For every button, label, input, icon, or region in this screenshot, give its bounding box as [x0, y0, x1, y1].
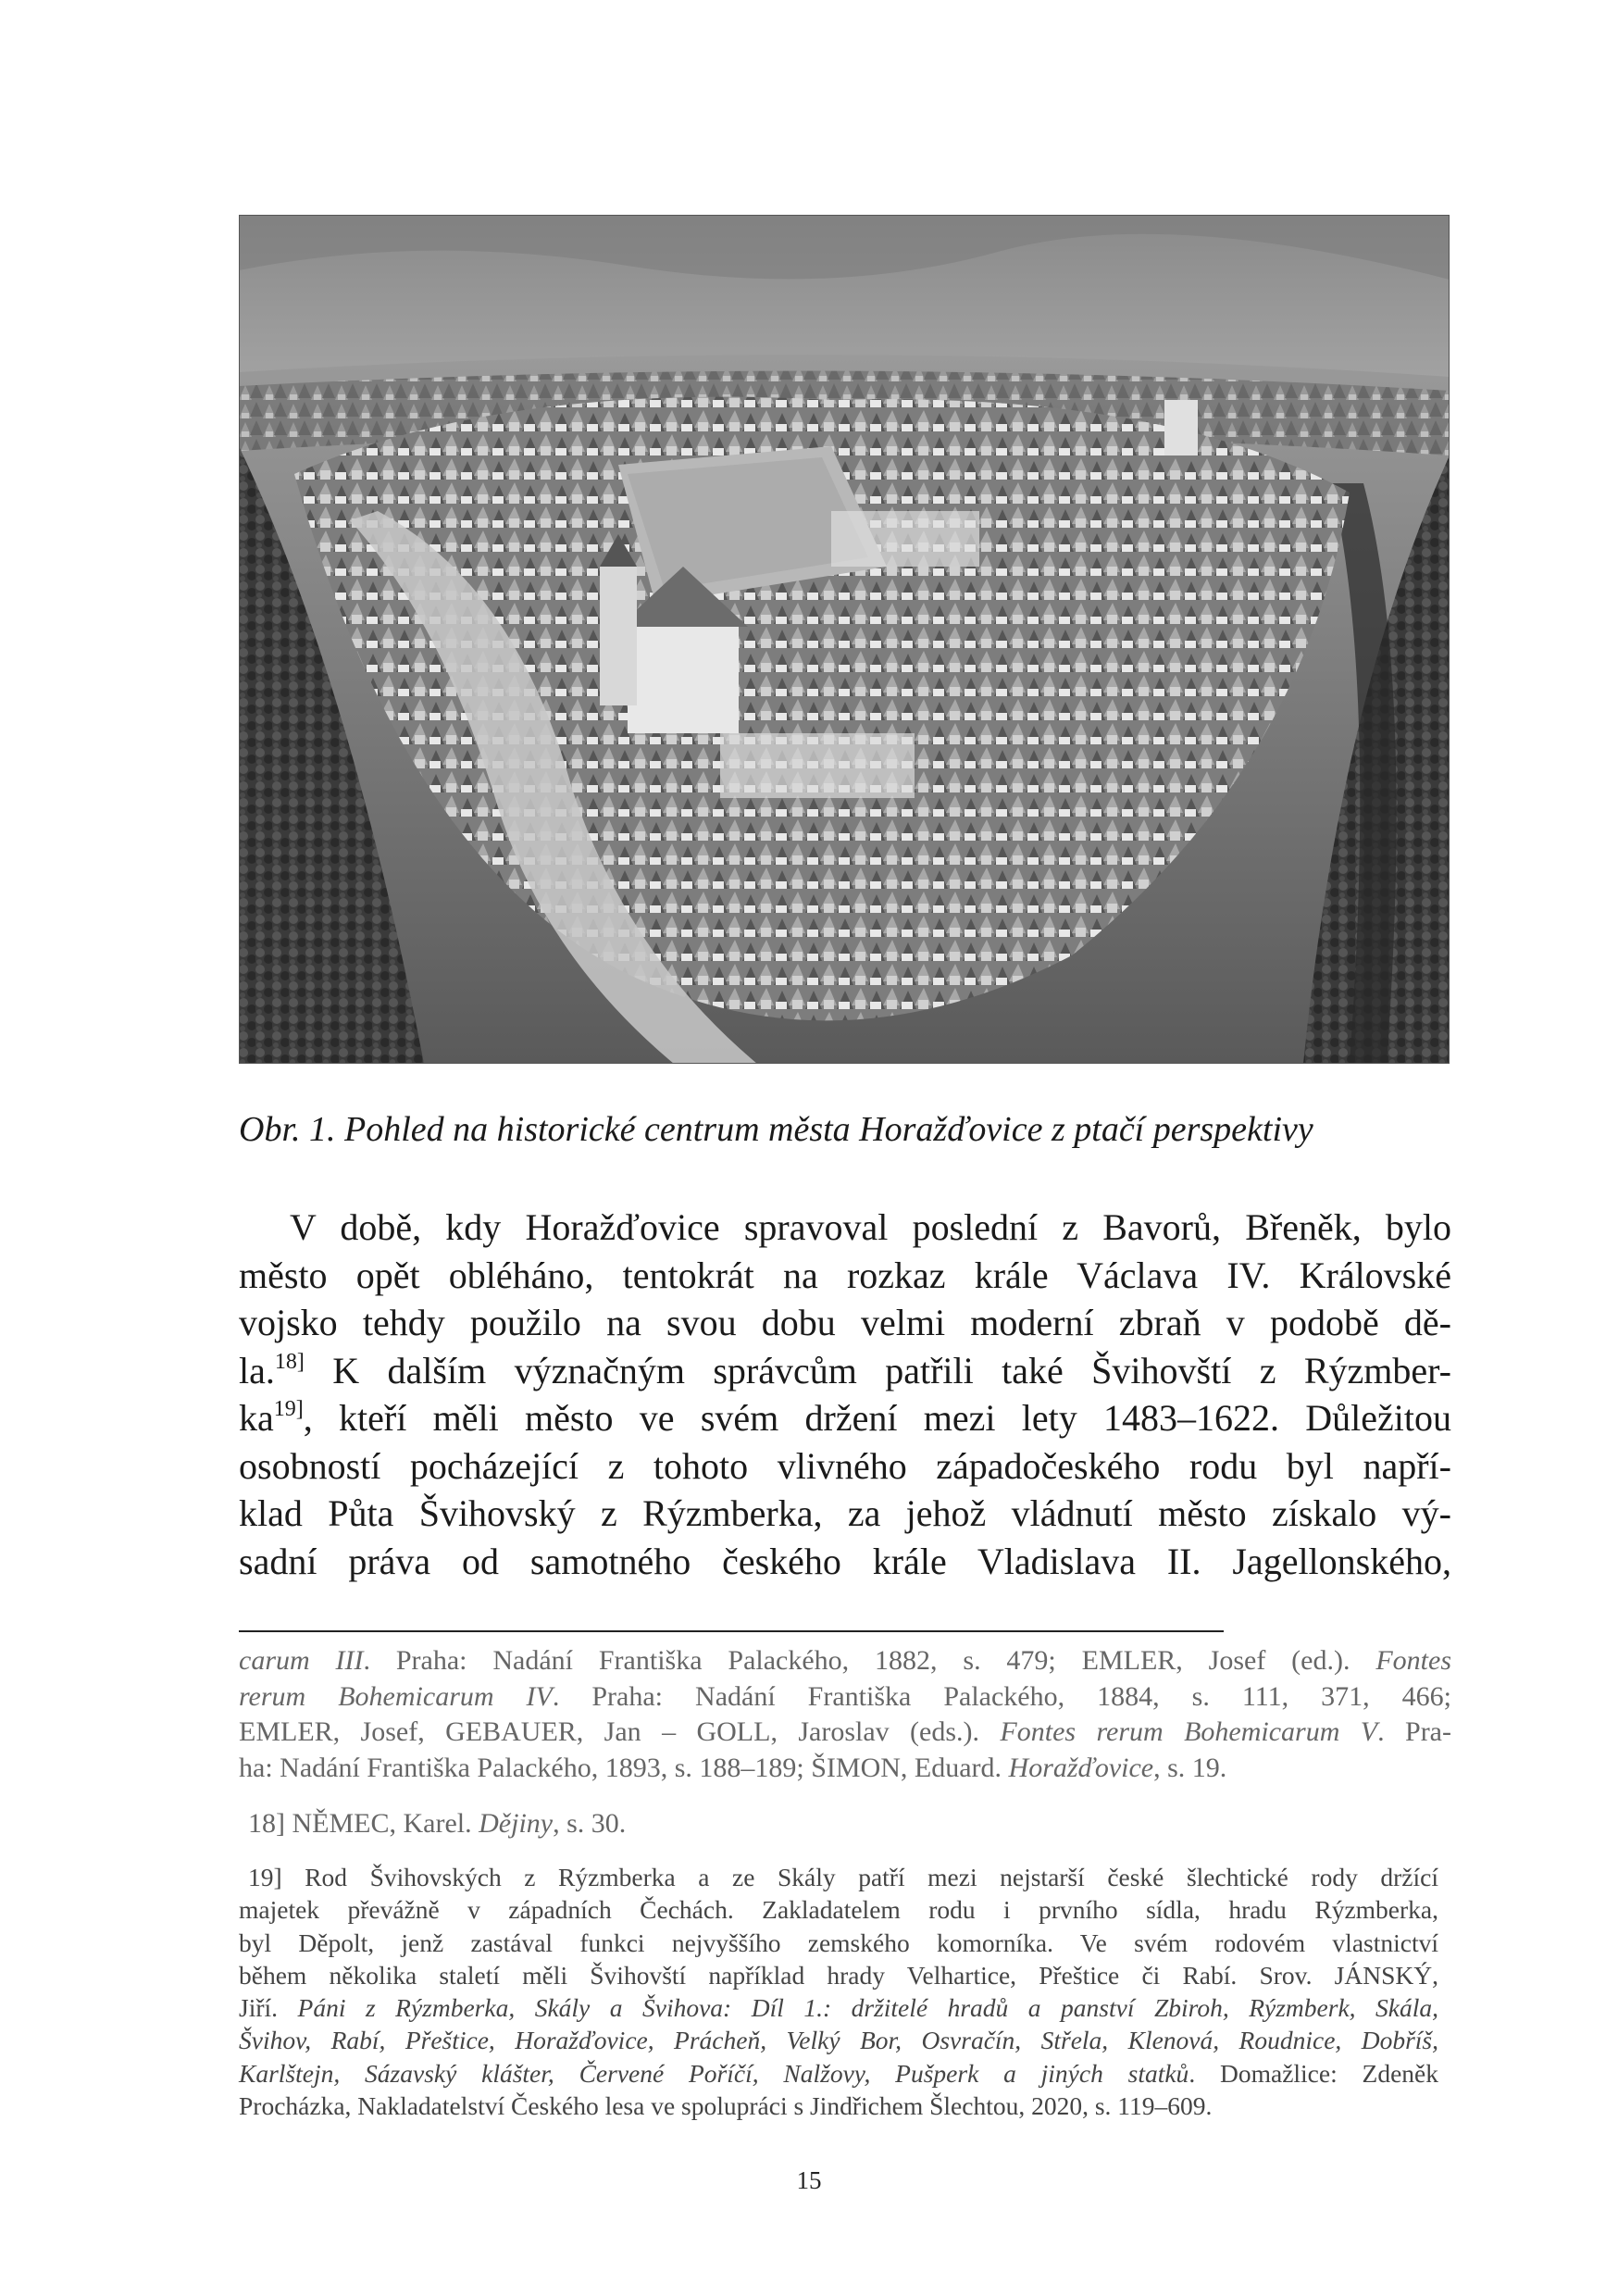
footnote-run: . Domažlice: Zdeněk — [1189, 2058, 1438, 2088]
footnote-run: 18] NĚMEC, Karel. — [248, 1808, 479, 1839]
body-line: město opět obléháno, tentokrát na rozkaz krále Václava IV. Královské — [239, 1254, 1451, 1296]
body-line: V době, kdy Horažďovice spravoval poslední z Bavorů, Břeněk, bylo — [290, 1206, 1451, 1248]
footnote-line: během několika staletí měli Švihovští například hrady Velhartice, Přeštice či Rabí. Srov. JÁNSKÝ, — [239, 1960, 1438, 1990]
footnote-italic: rerum Bohemicarum IV — [239, 1680, 553, 1712]
body-text-run: , kteří měli město ve svém držení mezi lety 1483–1622. Důležitou — [303, 1397, 1451, 1439]
body-line: vojsko tehdy použilo na svou dobu velmi moderní zbraň v podobě dě- — [239, 1302, 1451, 1343]
footnote-italic: Švihov, Rabí, Přeštice, Horažďovice, Prácheň, Velký Bor, Osvračín, Střela, Klenová, Roudnice, Dobříš, — [239, 2026, 1438, 2055]
footnote-line — [239, 1991, 1438, 2024]
body-paragraph — [239, 1204, 1451, 1585]
aerial-photo — [239, 215, 1450, 1064]
footnote-italic: Fontes — [1375, 1645, 1451, 1676]
footnote-run: . Pra- — [1377, 1716, 1451, 1747]
footnote-run: Jiří. — [239, 1993, 298, 2023]
footnote-run: ha: Nadání Františka Palackého, 1893, s. 188–189; ŠIMON, Eduard. — [239, 1752, 1009, 1783]
footnote-separator — [239, 1630, 1224, 1632]
body-text-run: K dalším význačným správcům patřili také Švihovští z Rýzmber- — [304, 1349, 1451, 1391]
footnote-line — [239, 1679, 1451, 1716]
body-line: sadní práva od samotného českého krále Vladislava II. Jagellonského, — [239, 1540, 1451, 1582]
body-line: osobností pocházející z tohoto vlivného západočeského rodu byl napří- — [239, 1444, 1451, 1487]
footnote-italic: Fontes rerum Bohemicarum V — [1000, 1716, 1378, 1747]
footnote-run: , s. 19. — [1153, 1752, 1227, 1783]
footnote-line — [239, 2024, 1438, 2056]
footnote-line: 19] Rod Švihovských z Rýzmberka a ze Skály patří mezi nejstarší české šlechtické rody držící — [248, 1863, 1438, 1891]
footnote-italic: Karlštejn, Sázavský klášter, Červené Poříčí, Nalžovy, Pušperk a jiných statků — [239, 2058, 1189, 2088]
footnote-run: , s. 30. — [553, 1808, 627, 1839]
footnote-italic: Horažďovice — [1008, 1752, 1154, 1783]
footnote-line: Procházka, Nakladatelství Českého lesa ve spolupráci s Jindřichem Šlechtou, 2020, s. 119–609. — [239, 2091, 1213, 2121]
body-text-run: ka — [239, 1397, 274, 1439]
footnote-italic: carum III — [239, 1645, 364, 1676]
body-line — [239, 1394, 1451, 1442]
footnote-line — [239, 1751, 1451, 1787]
footnote-ref-19[interactable]: 19] — [273, 1397, 304, 1421]
footnote-line — [239, 1643, 1451, 1679]
footnote-line — [239, 2057, 1438, 2090]
footnote-18 — [248, 1806, 626, 1841]
footnote-italic: Dějiny — [479, 1808, 554, 1839]
footnote-italic: Páni z Rýzmberka, Skály a Švihova: Díl 1.: držitelé hradů a panství Zbiroh, Rýzmberk, Skála, — [297, 1993, 1438, 2023]
footnote-line: byl Děpolt, jenž zastával funkci nejvyššího zemského komorníka. Ve svém rodovém vlastnictví — [239, 1928, 1438, 1957]
footnote-run: . Praha: Nadání Františka Palackého, 1884, s. 111, 371, 466; — [552, 1680, 1451, 1712]
footnote-line — [239, 1715, 1451, 1751]
footnote-19 — [239, 1861, 1438, 2122]
footnote-run: EMLER, Josef, GEBAUER, Jan – GOLL, Jaroslav (eds.). — [239, 1716, 1001, 1747]
figure-caption: Obr. 1. Pohled na historické centrum města Horažďovice z ptačí perspektivy — [239, 1110, 1313, 1149]
body-line — [239, 1347, 1451, 1395]
footnote-line: majetek převážně v západních Čechách. Zakladatelem rodu i prvního sídla, hradu Rýzmberka, — [239, 1895, 1438, 1925]
body-line: klad Půta Švihovský z Rýzmberka, za jehož vládnutí město získalo vý- — [239, 1492, 1451, 1534]
body-text-run: la. — [239, 1349, 275, 1391]
footnote-continuation — [239, 1643, 1451, 1786]
footnote-ref-18[interactable]: 18] — [274, 1349, 305, 1374]
footnote-run: . Praha: Nadání Františka Palackého, 1882, s. 479; EMLER, Josef (ed.). — [363, 1645, 1376, 1676]
page-number: 15 — [796, 2166, 822, 2194]
aerial-photo-illustration — [239, 215, 1450, 1064]
